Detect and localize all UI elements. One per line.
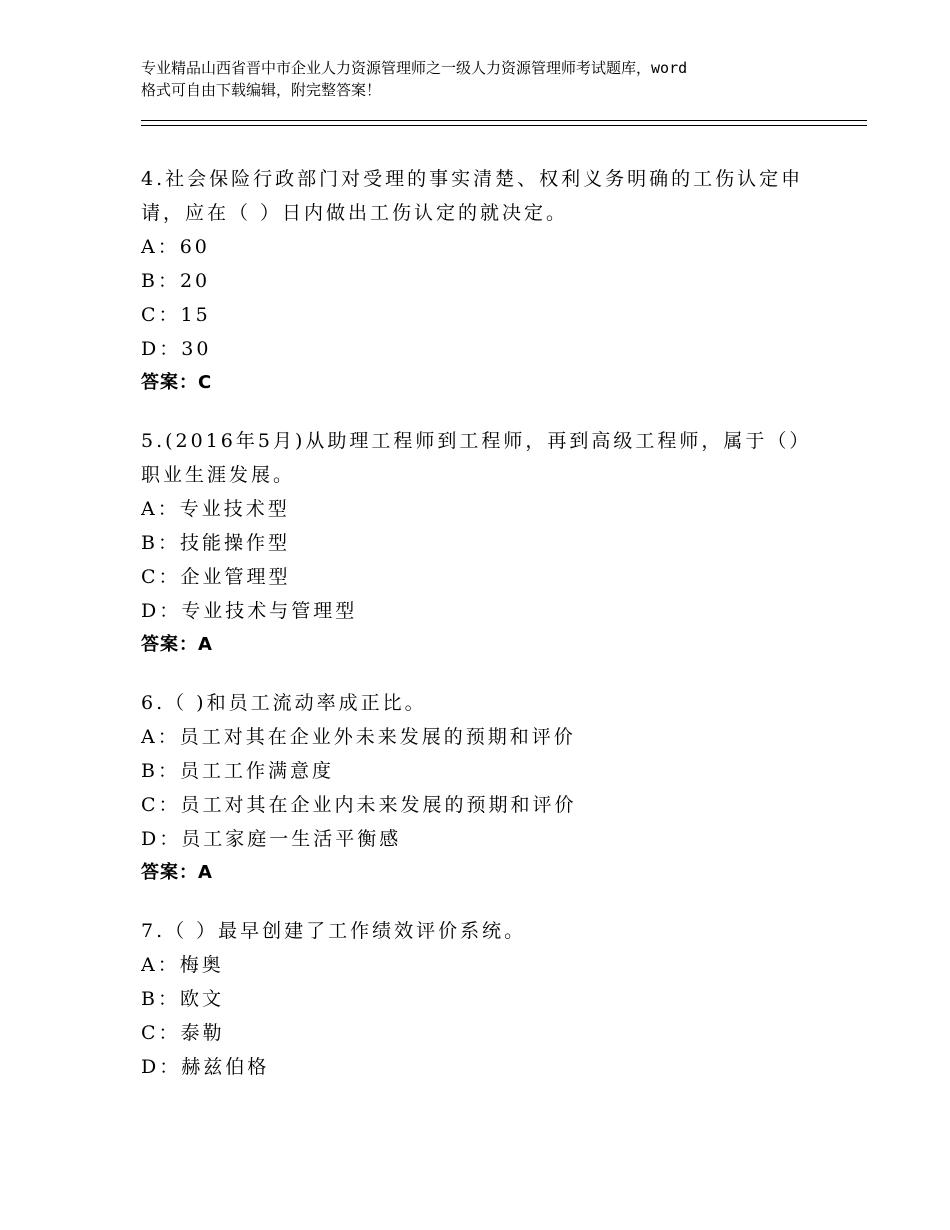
question-stem [141,162,831,230]
question-7 [141,914,831,1084]
option-a: A：专业技术型 [141,498,290,520]
option-b: B：欧文 [141,988,224,1010]
answer-value: C [198,372,212,393]
question-5 [141,424,831,662]
question-stem-line: 请，应在（ ）日内做出工伤认定的就决定。 [141,202,569,224]
option-b: B：技能操作型 [141,532,290,554]
option-c: C：企业管理型 [141,566,291,588]
option-d: D：30 [141,338,212,360]
question-stem-line: 4.社会保险行政部门对受理的事实清楚、权利义务明确的工伤认定申 [141,168,804,190]
question-stem-line: 职业生涯发展。 [141,464,296,486]
header-line-1: 专业精品山西省晋中市企业人力资源管理师之一级人力资源管理师考试题库，word [141,59,688,77]
answer-value: A [198,634,212,655]
answer [141,366,831,400]
question-stem-line: 6.（ )和员工流动率成正比。 [141,692,427,714]
header-line-2: 格式可自由下载编辑，附完整答案！ [141,81,382,99]
option-c: C：泰勒 [141,1022,225,1044]
question-6 [141,686,831,890]
option-c: C：员工对其在企业内未来发展的预期和评价 [141,794,577,816]
question-stem [141,914,831,948]
option-b: B：20 [141,270,211,292]
answer [141,628,831,662]
option-c: C：15 [141,304,211,326]
option-d: D：赫兹伯格 [141,1056,270,1078]
question-stem-line: 7.（ ）最早创建了工作绩效评价系统。 [141,920,527,942]
document-header [141,57,831,101]
answer-label: 答案： [141,372,198,393]
option-a: A：员工对其在企业外未来发展的预期和评价 [141,726,576,748]
question-4 [141,162,831,400]
option-b: B：员工工作满意度 [141,760,334,782]
answer-label: 答案： [141,634,198,655]
answer [141,856,831,890]
question-stem [141,424,831,492]
option-d: D：专业技术与管理型 [141,600,358,622]
option-d: D：员工家庭一生活平衡感 [141,828,402,850]
option-a: A：60 [141,236,210,258]
question-list [141,162,831,1108]
answer-value: A [198,862,212,883]
question-stem-line: 5.(2016年5月)从助理工程师到工程师，再到高级工程师，属于（） [141,430,812,452]
header-divider [141,120,867,126]
answer-label: 答案： [141,862,198,883]
question-stem [141,686,831,720]
option-a: A：梅奥 [141,954,224,976]
